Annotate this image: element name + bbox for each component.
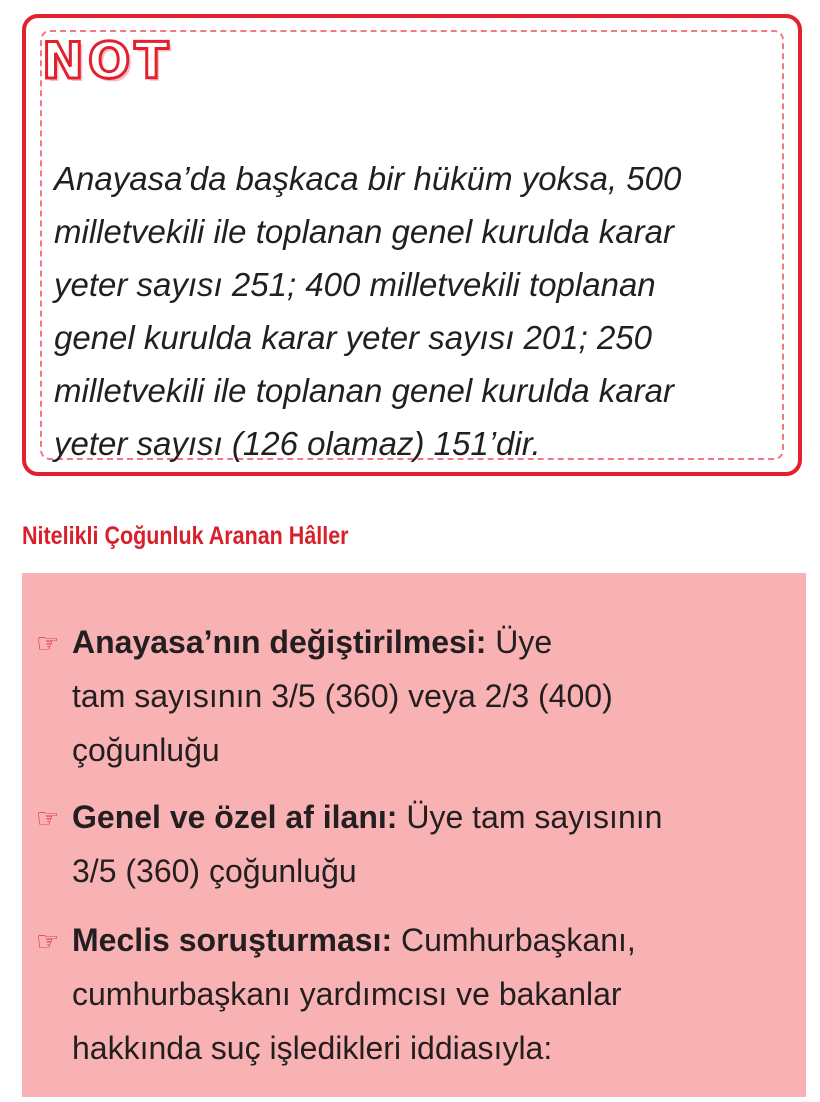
item-title: Genel ve özel af ilanı:	[72, 799, 398, 835]
note-title: NOT	[42, 32, 173, 90]
pointing-hand-icon: ☞	[36, 629, 60, 659]
item-text: hakkında suç işledikleri iddiasıyla:	[72, 1030, 553, 1066]
note-text	[54, 152, 784, 470]
note-line: genel kurulda karar yeter sayısı 201; 250	[54, 319, 653, 356]
pointing-hand-icon: ☞	[36, 804, 60, 834]
section-heading: Nitelikli Çoğunluk Aranan Hâller	[22, 522, 349, 550]
item-text: Cumhurbaşkanı,	[392, 922, 636, 958]
pointing-hand-icon: ☞	[36, 927, 60, 957]
note-line: yeter sayısı (126 olamaz) 151’dir.	[54, 425, 541, 462]
item-text: 3/5 (360) çoğunluğu	[72, 853, 357, 889]
item-text: tam sayısının 3/5 (360) veya 2/3 (400)	[72, 678, 613, 714]
item-title: Anayasa’nın değiştirilmesi:	[72, 624, 487, 660]
list-item-parliamentary-investigation	[36, 913, 772, 1075]
list-item-constitution-amendment	[36, 615, 772, 777]
item-text: Üye tam sayısının	[397, 799, 663, 835]
qualified-majority-panel	[22, 573, 806, 1097]
note-line: Anayasa’da başkaca bir hüküm yoksa, 500	[54, 160, 682, 197]
item-text: Üye	[486, 624, 553, 660]
note-line: yeter sayısı 251; 400 milletvekili toplanan	[54, 266, 656, 303]
item-title: Meclis soruşturması:	[72, 922, 393, 958]
item-text: cumhurbaşkanı yardımcısı ve bakanlar	[72, 976, 622, 1012]
item-text: çoğunluğu	[72, 732, 220, 768]
note-line: milletvekili ile toplanan genel kurulda karar	[54, 372, 674, 409]
note-box	[22, 14, 802, 476]
note-line: milletvekili ile toplanan genel kurulda karar	[54, 213, 674, 250]
list-item-amnesty	[36, 790, 772, 898]
